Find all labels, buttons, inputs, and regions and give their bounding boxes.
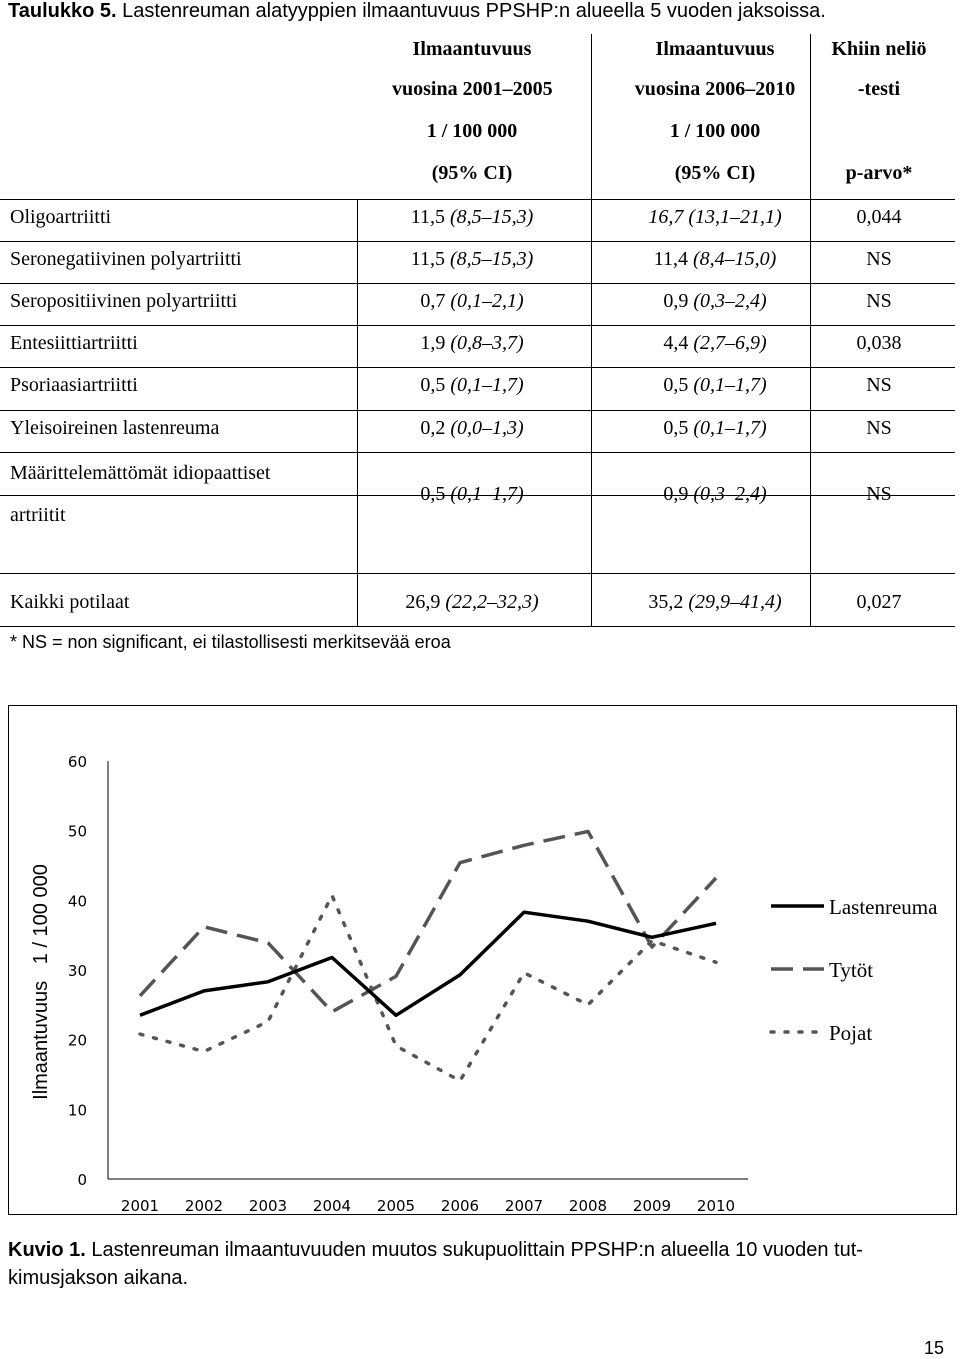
confidence-interval: (8,4–15,0): [687, 248, 777, 270]
header-col2-line: vuosina 2006–2010: [634, 78, 796, 100]
table-rule: [0, 199, 955, 200]
confidence-interval: (0,3–2,4): [688, 290, 767, 312]
header-col1-line: (95% CI): [431, 162, 513, 184]
row-label: Entesiittiartriitti: [10, 332, 138, 354]
value: 0,9: [663, 483, 689, 505]
value: 16,7: [648, 206, 684, 228]
value: 0,5: [663, 417, 689, 439]
legend-label: Pojat: [829, 1021, 873, 1045]
confidence-interval: (0,1–1,7): [688, 417, 767, 439]
cell-p-value: NS: [866, 290, 892, 312]
row-label: artriitit: [10, 504, 66, 526]
x-tick-label: 2009: [632, 1197, 672, 1214]
confidence-interval: (13,1–21,1): [683, 206, 782, 228]
confidence-interval: (8,5–15,3): [444, 206, 534, 228]
table-rule: [0, 325, 955, 326]
x-tick-label: 2002: [184, 1197, 224, 1214]
header-col1-line: 1 / 100 000: [426, 120, 518, 142]
confidence-interval: (0,8–3,7): [445, 332, 524, 354]
confidence-interval: (22,2–32,3): [440, 591, 539, 613]
confidence-interval: (0,3–2,4): [688, 483, 767, 505]
row-label: Määrittelemättömät idiopaattiset: [10, 462, 271, 484]
table-rule: [357, 495, 358, 573]
value: 11,4: [653, 248, 688, 270]
figure-caption-text: Lastenreuman ilmaantuvuuden muutos sukupuolittain PPSHP:n alueella 10 vuoden tut-kimusjakson aikana.: [8, 1239, 863, 1289]
table-rule: [0, 241, 955, 242]
table-rule: [591, 495, 592, 573]
y-tick-label: 40: [67, 892, 87, 911]
table-rule: [357, 573, 358, 626]
table-rule: [357, 199, 358, 495]
cell-2001-2005: [392, 417, 552, 440]
table-caption: [8, 0, 826, 23]
header-col3-line: p-arvo*: [845, 162, 913, 184]
cell-2006-2010: [620, 248, 810, 271]
row-label: Seronegatiivinen polyartriitti: [10, 248, 242, 270]
x-tick-label: 2006: [440, 1197, 480, 1214]
y-tick-label: 10: [67, 1101, 87, 1120]
cell-2001-2005: [392, 206, 552, 229]
table-rule: [0, 573, 955, 574]
value: 35,2: [648, 591, 684, 613]
confidence-interval: (8,5–15,3): [444, 248, 534, 270]
table-rule: [810, 199, 811, 495]
y-tick-label: 30: [67, 962, 87, 980]
row-label: Oligoartriitti: [10, 206, 112, 228]
cell-p-value: NS: [866, 248, 892, 270]
cell-2001-2005: [392, 332, 552, 355]
header-col2-line: Ilmaantuvuus: [655, 38, 775, 60]
table-rule: [591, 34, 592, 199]
cell-2001-2005: [392, 248, 552, 271]
table-rule: [0, 410, 955, 411]
confidence-interval: (0,1–1,7): [688, 374, 767, 396]
y-tick-label: 50: [67, 822, 87, 841]
legend-label: Lastenreuma: [829, 895, 938, 919]
confidence-interval: (0,1–2,1): [445, 290, 524, 312]
value: 0,7: [420, 290, 446, 312]
value: 0,5: [420, 374, 446, 396]
cell-2006-2010: [620, 332, 810, 355]
x-tick-label: 2010: [696, 1197, 736, 1214]
y-axis-title: Ilmaantuvuus 1 / 100 000: [30, 864, 52, 1100]
page-number: 15: [923, 1338, 944, 1358]
row-label: Seropositiivinen polyartriitti: [10, 290, 238, 312]
series-line-tytöt: [140, 831, 716, 1011]
y-tick-label: 0: [77, 1171, 87, 1189]
cell-p-value: NS: [866, 483, 892, 505]
cell-2001-2005: [392, 483, 552, 506]
cell-2006-2010: [620, 206, 810, 229]
table-rule: [591, 573, 592, 626]
value: 0,2: [420, 417, 446, 439]
cell-2006-2010: [620, 374, 810, 397]
table-rule: [810, 573, 811, 626]
x-tick-label: 2004: [312, 1197, 352, 1214]
cell-p-value: NS: [866, 417, 892, 439]
cell-p-value: NS: [866, 374, 892, 396]
line-chart: [9, 706, 956, 1214]
value: 0,5: [663, 374, 689, 396]
legend-label: Tytöt: [829, 958, 874, 982]
cell-total-2006-2010: [620, 591, 810, 614]
cell-2006-2010: [620, 290, 810, 313]
cell-2006-2010: [620, 483, 810, 506]
cell-total-2001-2005: [392, 591, 552, 614]
x-tick-label: 2008: [568, 1197, 608, 1214]
table-rule: [810, 34, 811, 199]
cell-p-value: 0,044: [856, 206, 902, 228]
value: 1,9: [420, 332, 446, 354]
y-tick-label: 20: [67, 1031, 87, 1050]
table-rule: [0, 283, 955, 284]
header-col3-line: Khiin neliö: [831, 38, 927, 60]
value: 4,4: [663, 332, 689, 354]
header-col2-line: (95% CI): [674, 162, 756, 184]
table-footnote: * NS = non significant, ei tilastollisesti merkitsevää eroa: [10, 632, 451, 652]
row-label: Yleisoireinen lastenreuma: [10, 417, 220, 439]
value: 11,5: [410, 206, 445, 228]
header-col2-line: 1 / 100 000: [669, 120, 761, 142]
value: 26,9: [405, 591, 441, 613]
header-col3-line: -testi: [857, 78, 901, 100]
cell-total-p-value: 0,027: [856, 591, 902, 613]
table-rule: [591, 199, 592, 495]
confidence-interval: (2,7–6,9): [688, 332, 767, 354]
y-tick-label: 60: [67, 753, 87, 771]
value: 0,5: [420, 483, 446, 505]
table-rule: [0, 626, 955, 627]
table-rule: [0, 367, 955, 368]
confidence-interval: (0,0–1,3): [445, 417, 524, 439]
row-label: Psoriaasiartriitti: [10, 374, 138, 396]
table-rule: [810, 495, 811, 573]
figure-caption-label: Kuvio 1.: [8, 1239, 86, 1261]
header-col1-line: Ilmaantuvuus: [412, 38, 532, 60]
table-rule: [0, 452, 955, 453]
table-caption-label: Taulukko 5.: [8, 0, 117, 22]
header-col1-line: vuosina 2001–2005: [392, 78, 553, 100]
confidence-interval: (29,9–41,4): [683, 591, 782, 613]
x-tick-label: 2001: [120, 1197, 160, 1214]
x-tick-label: 2005: [376, 1197, 416, 1214]
cell-2006-2010: [620, 417, 810, 440]
cell-p-value: 0,038: [856, 332, 902, 354]
x-tick-label: 2007: [504, 1197, 544, 1214]
table-caption-text: Lastenreuman alatyyppien ilmaantuvuus PPSHP:n alueella 5 vuoden jaksoissa.: [116, 0, 826, 22]
cell-2001-2005: [392, 374, 552, 397]
chart-frame: [8, 705, 957, 1215]
figure-caption: [8, 1236, 948, 1292]
value: 0,9: [663, 290, 689, 312]
x-tick-label: 2003: [248, 1197, 288, 1214]
row-label-total: Kaikki potilaat: [10, 591, 130, 613]
cell-2001-2005: [392, 290, 552, 313]
confidence-interval: (0,1–1,7): [445, 483, 524, 505]
confidence-interval: (0,1–1,7): [445, 374, 524, 396]
value: 11,5: [410, 248, 445, 270]
